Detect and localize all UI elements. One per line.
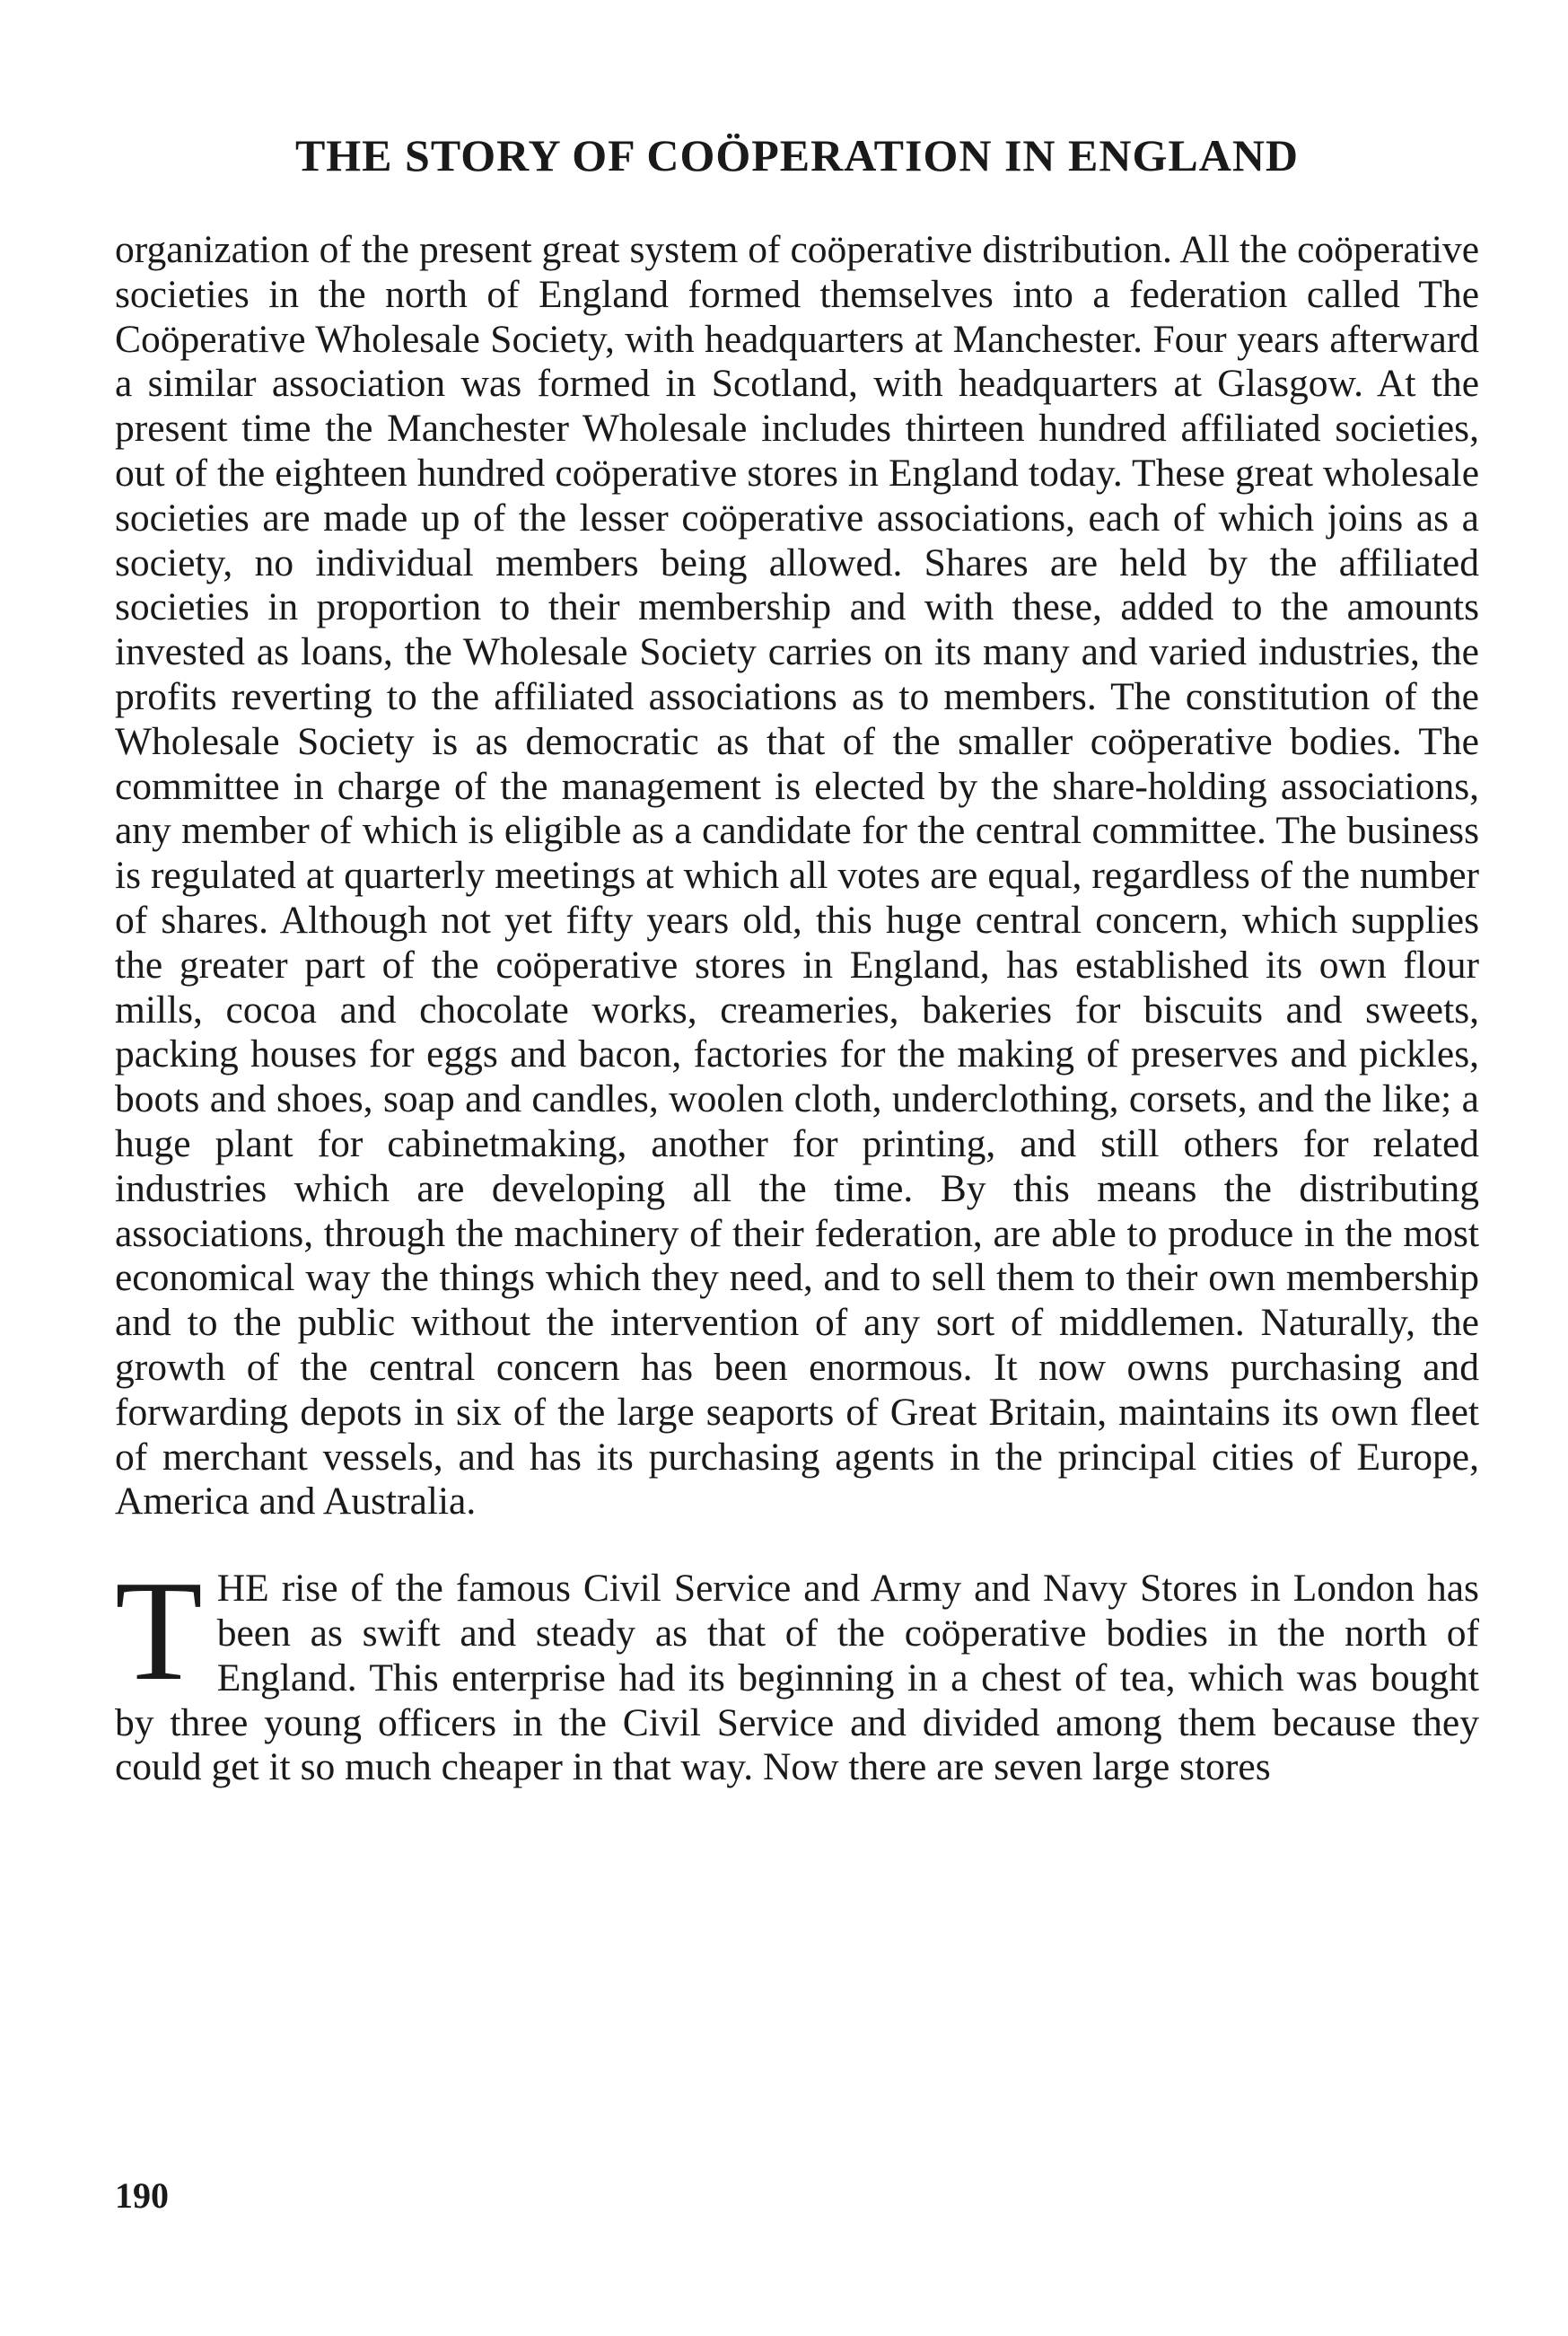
- lead-in-small-caps: HE: [216, 1567, 269, 1611]
- paragraph-2-text: rise of the famous Civil Service and Army and Navy Stores in London has been as swift and steady as that of the coöperative bodies in the north of England. This enterprise had its beginning in a chest of tea, which was bought by three young officers in the Civil Service and divided among them because they could get it so much cheaper in that way. Now there are seven large stores: [115, 1567, 1479, 1789]
- page-number: 190: [115, 2175, 169, 2216]
- running-head: THE STORY OF COÖPERATION IN ENGLAND: [294, 130, 1300, 180]
- drop-cap: T: [115, 1550, 203, 1711]
- paragraph-1: organization of the present great system of coöperative distribution. All the coöperative societies in the north of England formed themselves into a federation called The Coöperative Wholesale Society, with headquarters at Manchester. Four years afterward a similar association was formed in Scotland, with headquarters at Glasgow. At the present time the Manchester Wholesale includes thirteen hundred affiliated societies, out of the eighteen hundred coöperative stores in England today. These great wholesale societies are made up of the lesser coöperative associations, each of which joins as a society, no individual members being allowed. Shares are held by the affiliated societies in proportion to their membership and with these, added to the amounts invested as loans, the Wholesale Society carries on its many and varied industries, the profits reverting to the affiliated associations as to members. The constitution of the Wholesale Society is as democratic as that of the smaller coöperative bodies. The committee in charge of the management is elected by the share-holding associations, any member of which is eligible as a candidate for the central committee. The business is regulated at quarterly meetings at which all votes are equal, regardless of the number of shares. Although not yet fifty years old, this huge central concern, which supplies the greater part of the coöperative stores in England, has established its own flour mills, cocoa and chocolate works, creameries, bakeries for biscuits and sweets, packing houses for eggs and bacon, factories for the making of preserves and pickles, boots and shoes, soap and candles, woolen cloth, underclothing, corsets, and the like; a huge plant for cabinetmaking, another for printing, and still others for related industries which are developing all the time. By this means the distributing associations, through the machinery of their federation, are able to produce in the most economical way the things which they need, and to sell them to their own membership and to the public without the intervention of any sort of middlemen. Naturally, the growth of the central concern has been enormous. It now owns purchasing and forwarding depots in six of the large seaports of Great Britain, maintains its own fleet of merchant vessels, and has its purchasing agents in the principal cities of Europe, America and Australia.: [115, 228, 1479, 1524]
- paragraph-2: [115, 1550, 1479, 1790]
- body-text: [115, 228, 1479, 1790]
